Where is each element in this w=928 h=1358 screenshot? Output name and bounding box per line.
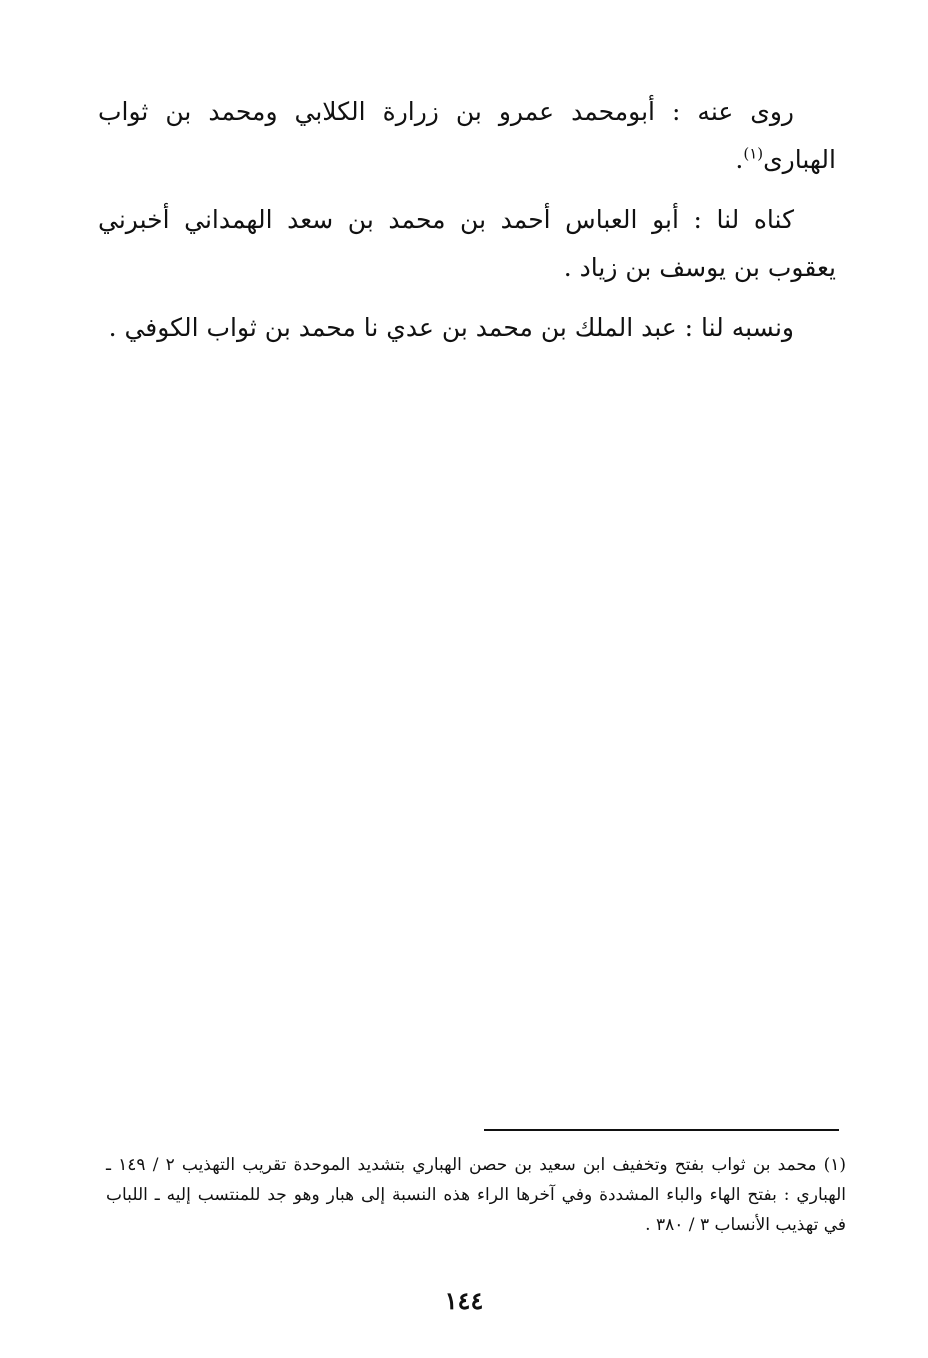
paragraph-text: ونسبه لنا : عبد الملك بن محمد بن عدي نا محمد بن ثواب الكوفي . [108, 313, 794, 342]
paragraph-kunya [98, 196, 836, 292]
paragraph-suffix: . [735, 145, 744, 174]
footnotes [106, 1150, 846, 1240]
main-text [98, 88, 836, 364]
page-number: ١٤٤ [444, 1286, 484, 1315]
footnote-1: (١) محمد بن ثواب بفتح وتخفيف ابن سعيد بن حصن الهباري بتشديد الموحدة تقريب التهذيب ٢ / ١٤٩ ـ الهباري : بفتح الهاء والباء المشددة وفي آخرها الراء هذه النسبة إلى هبار وهو جد للمنتسب إليه ـ اللباب في تهذيب الأنساب ٣ / ٣٨٠ . [106, 1155, 846, 1235]
paragraph-lineage [98, 304, 836, 352]
footnote-divider [484, 1129, 839, 1131]
paragraph-text: كناه لنا : أبو العباس أحمد بن محمد بن سعد الهمداني أخبرني يعقوب بن يوسف بن زياد . [98, 205, 836, 282]
paragraph-narrators [98, 88, 836, 184]
footnote-reference: (١) [743, 144, 764, 163]
paragraph-text: روى عنه : أبومحمد عمرو بن زرارة الكلابي ومحمد بن ثواب الهبارى [98, 97, 836, 174]
